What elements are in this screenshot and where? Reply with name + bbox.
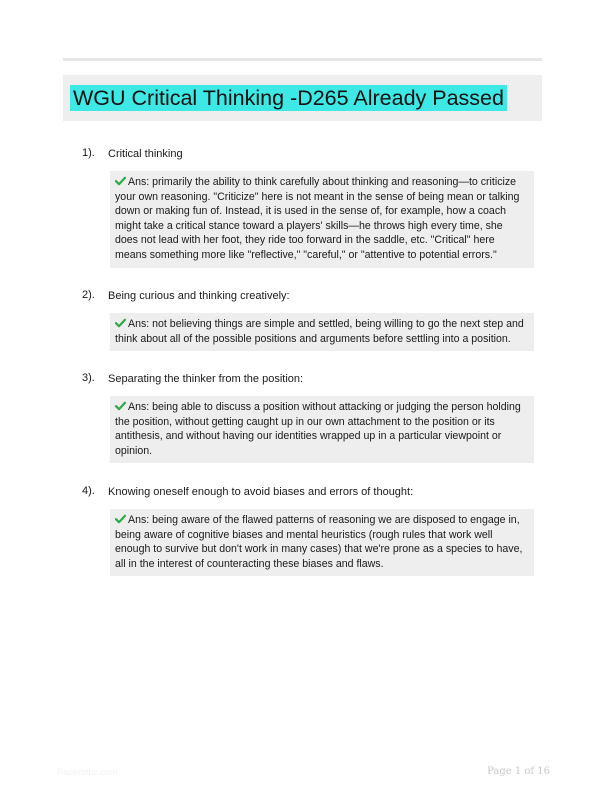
check-icon (115, 318, 126, 328)
question-number: 1). (82, 147, 95, 159)
check-icon (115, 401, 126, 411)
page-number: Page 1 of 16 (487, 766, 550, 777)
answer-text: Ans: being able to discuss a position without attacking or judging the person holding the position, without getting caught up in our own attachment to the position or its antithesis, and without having our identities wrapped up in a particular viewpoint or opinion. (115, 401, 521, 457)
question-number: 3). (82, 372, 95, 384)
answer-box (110, 509, 534, 576)
question-prompt: Separating the thinker from the position: (108, 373, 304, 385)
question-number: 2). (82, 289, 95, 301)
question-number: 4). (82, 485, 95, 497)
answer-box (110, 396, 534, 463)
question-prompt: Knowing oneself enough to avoid biases and errors of thought: (108, 486, 414, 498)
answer-text: Ans: being aware of the flawed patterns of reasoning we are disposed to engage in, being aware of cognitive biases and mental heuristics (rough rules that work well enough to survive but don't work in many cases) that we're prone as a species to have, all in the interest of counteracting these biases and flaws. (115, 514, 523, 570)
question-prompt: Critical thinking (108, 148, 183, 160)
answer-text: Ans: primarily the ability to think carefully about thinking and reasoning—to criticize your own reasoning. "Criticize" here is not meant in the sense of being mean or talking down or making fun of. Instead, it is used in the sense of, for example, how a coach might take a critical stance toward a players' skills—he throws high every time, she does not lead with her foot, they ride too forward in the saddle, etc. "Critical" here means something more like "reflective," "careful," or "attentive to potential errors." (115, 176, 520, 261)
page-title: WGU Critical Thinking -D265 Already Passed (70, 85, 507, 111)
check-icon (115, 514, 126, 524)
question-prompt: Being curious and thinking creatively: (108, 290, 290, 302)
footer-watermark: Paperbtbc.com (57, 767, 118, 777)
check-icon (115, 176, 126, 186)
answer-box (110, 171, 534, 268)
title-banner (63, 75, 542, 121)
top-divider (63, 58, 542, 61)
answer-text: Ans: not believing things are simple and settled, being willing to go the next step and think about all of the possible positions and arguments before settling into a position. (115, 318, 524, 345)
answer-box (110, 313, 534, 351)
